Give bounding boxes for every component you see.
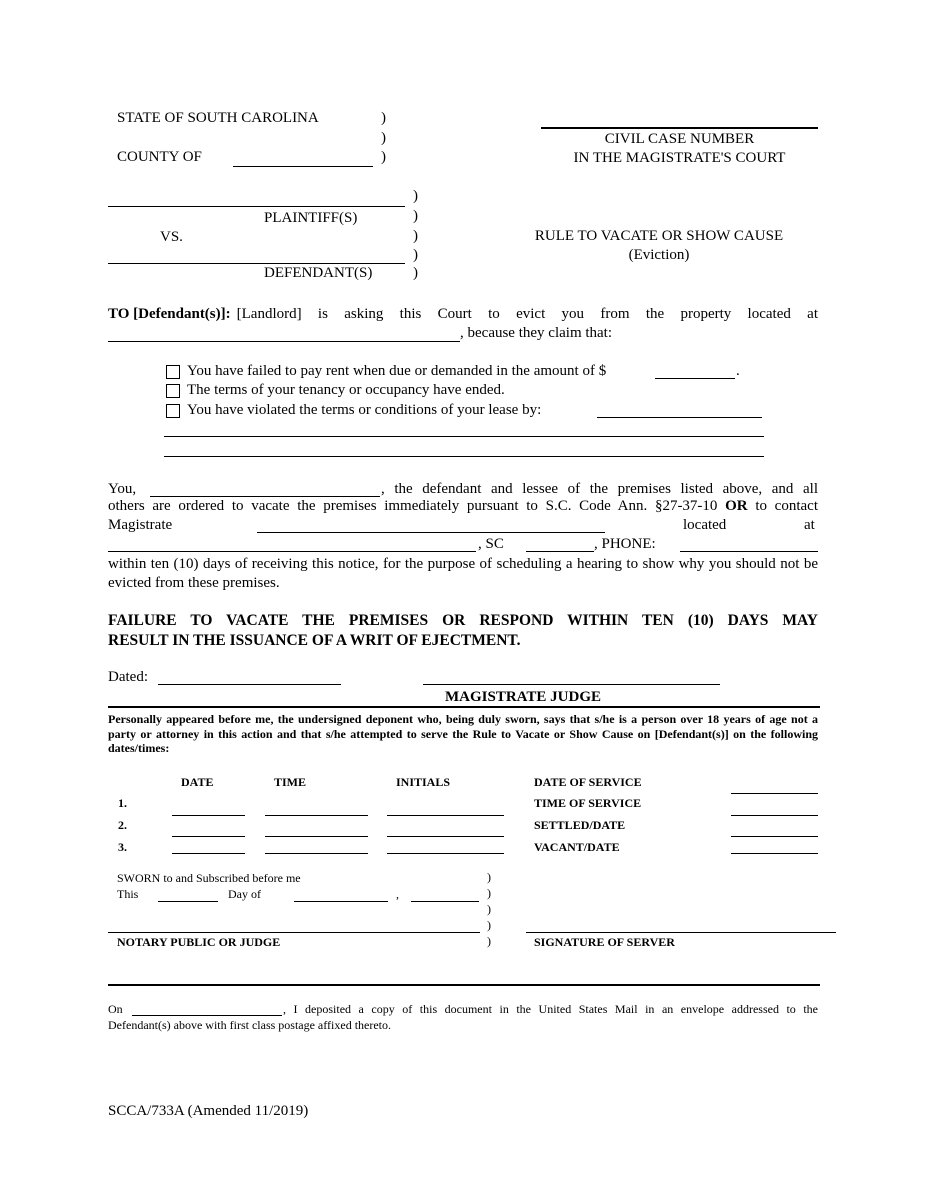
notary-label: NOTARY PUBLIC OR JUDGE <box>117 935 281 949</box>
sc-label: , SC <box>478 536 504 552</box>
paren: ) <box>413 188 418 204</box>
order-tail: within ten (10) days of receiving this notice, for the purpose of scheduling a hearing to show why you should not be evicted from these premises. <box>108 556 818 591</box>
paren: ) <box>413 228 418 244</box>
reason-tenancy-ended-label: The terms of your tenancy or occupancy have ended. <box>187 382 505 398</box>
warning-line-1: FAILURE TO VACATE THE PREMISES OR RESPOND WITHIN TEN (10) DAYS MAY <box>108 612 818 629</box>
property-address-field[interactable] <box>108 341 460 342</box>
attempt-1-time-field[interactable] <box>265 815 368 816</box>
state-label: STATE OF SOUTH CAROLINA <box>117 110 319 126</box>
dated-field[interactable] <box>158 684 341 685</box>
form-id: SCCA/733A (Amended 11/2019) <box>108 1103 309 1119</box>
sworn-year-field[interactable] <box>411 901 479 902</box>
reason-tenancy-ended-checkbox[interactable] <box>166 384 180 398</box>
vacant-date-label: VACANT/DATE <box>534 840 620 854</box>
to-defendant-label: TO [Defendant(s)]: <box>108 306 231 322</box>
defendant-name-field[interactable] <box>150 496 380 497</box>
dated-label: Dated: <box>108 669 148 685</box>
notice-line-1 <box>108 306 818 323</box>
case-number-field[interactable] <box>541 127 818 129</box>
vacant-date-field[interactable] <box>731 853 818 854</box>
form-title: RULE TO VACATE OR SHOW CAUSE <box>534 228 784 244</box>
paren: ) <box>413 265 418 281</box>
magistrate-court-label: IN THE MAGISTRATE'S COURT <box>573 150 786 166</box>
magistrate-name-field[interactable] <box>257 532 605 533</box>
county-label: COUNTY OF <box>117 149 202 165</box>
this-label: This <box>117 887 139 901</box>
period: . <box>736 363 740 379</box>
paren: ) <box>487 886 491 900</box>
reason-lease-violation-checkbox[interactable] <box>166 404 180 418</box>
warning-line-2: RESULT IN THE ISSUANCE OF A WRIT OF EJECTMENT. <box>108 632 521 649</box>
mail-text-1: , I deposited a copy of this document in the United States Mail in an envelope addressed to the <box>283 1002 818 1016</box>
section-divider <box>108 706 820 708</box>
plaintiff-field[interactable] <box>108 206 405 207</box>
rent-amount-field[interactable] <box>655 378 735 379</box>
paren: ) <box>487 902 491 916</box>
paren: ) <box>487 870 491 884</box>
phone-field[interactable] <box>680 551 818 552</box>
date-header: DATE <box>181 775 214 789</box>
paren: ) <box>381 149 386 165</box>
vs-label: VS. <box>160 229 183 245</box>
attempt-1-date-field[interactable] <box>172 815 245 816</box>
lease-violation-field[interactable] <box>597 417 762 418</box>
lease-violation-field-2[interactable] <box>164 436 764 437</box>
date-of-service-field[interactable] <box>731 793 818 794</box>
settled-date-field[interactable] <box>731 836 818 837</box>
notice-intro-cont: , because they claim that: <box>460 325 613 341</box>
paren: ) <box>413 208 418 224</box>
attempt-3-initials-field[interactable] <box>387 853 504 854</box>
county-field[interactable] <box>233 166 373 167</box>
sworn-month-field[interactable] <box>294 901 388 902</box>
time-of-service-label: TIME OF SERVICE <box>534 796 642 810</box>
comma: , <box>396 887 399 901</box>
magistrate-label: Magistrate <box>108 517 173 533</box>
located-label: located <box>683 517 727 533</box>
paren: ) <box>381 130 386 146</box>
lease-violation-field-3[interactable] <box>164 456 764 457</box>
server-signature-field[interactable] <box>526 932 836 933</box>
paren: ) <box>487 918 491 932</box>
section-divider <box>108 984 820 986</box>
time-of-service-field[interactable] <box>731 815 818 816</box>
mail-date-field[interactable] <box>132 1015 282 1016</box>
settled-date-label: SETTLED/DATE <box>534 818 626 832</box>
server-signature-label: SIGNATURE OF SERVER <box>534 935 675 949</box>
magistrate-judge-label: MAGISTRATE JUDGE <box>445 689 601 705</box>
day-of-label: Day of <box>228 887 261 901</box>
row-number: 2. <box>118 818 127 832</box>
date-of-service-label: DATE OF SERVICE <box>534 775 642 789</box>
paren: ) <box>413 247 418 263</box>
defendant-label: DEFENDANT(S) <box>264 265 373 281</box>
attempt-2-initials-field[interactable] <box>387 836 504 837</box>
notice-intro: [Landlord] is asking this Court to evict you from the property located at <box>236 306 818 322</box>
at-label: at <box>804 517 815 533</box>
initials-header: INITIALS <box>396 775 451 789</box>
attempt-1-initials-field[interactable] <box>387 815 504 816</box>
reason-lease-violation-label: You have violated the terms or conditions of your lease by: <box>187 402 542 418</box>
sworn-label: SWORN to and Subscribed before me <box>117 871 301 885</box>
form-subtitle: (Eviction) <box>628 247 690 263</box>
attempt-3-time-field[interactable] <box>265 853 368 854</box>
reason-rent-checkbox[interactable] <box>166 365 180 379</box>
you-label: You, <box>108 481 137 497</box>
attempt-3-date-field[interactable] <box>172 853 245 854</box>
magistrate-signature-field[interactable] <box>423 684 720 685</box>
plaintiff-label: PLAINTIFF(S) <box>264 210 358 226</box>
zip-field[interactable] <box>526 551 594 552</box>
row-number: 1. <box>118 796 127 810</box>
affidavit-text: Personally appeared before me, the undersigned deponent who, being duly sworn, says that s/he is a person over 18 years of age not a party or attorney in this action and that s/he attempted to serve the Rule to Vacate or Show Cause on [Defendant(s)] on the following dates/times: <box>108 712 818 755</box>
on-label: On <box>108 1002 123 1016</box>
notary-signature-field[interactable] <box>108 932 480 933</box>
defendant-field[interactable] <box>108 263 405 264</box>
mail-text-2: Defendant(s) above with first class postage affixed thereto. <box>108 1018 392 1032</box>
order-line-2: others are ordered to vacate the premises immediately pursuant to S.C. Code Ann. §27-37-10 OR to contact <box>108 498 818 514</box>
magistrate-address-field[interactable] <box>108 551 476 552</box>
paren: ) <box>487 934 491 948</box>
reason-rent-label: You have failed to pay rent when due or demanded in the amount of $ <box>187 363 607 379</box>
attempt-2-time-field[interactable] <box>265 836 368 837</box>
attempt-2-date-field[interactable] <box>172 836 245 837</box>
sworn-day-field[interactable] <box>158 901 218 902</box>
row-number: 3. <box>118 840 127 854</box>
time-header: TIME <box>274 775 307 789</box>
paren: ) <box>381 110 386 126</box>
order-line-1: , the defendant and lessee of the premises listed above, and all <box>381 481 818 497</box>
case-number-label: CIVIL CASE NUMBER <box>604 131 755 147</box>
phone-label: , PHONE: <box>594 536 656 552</box>
